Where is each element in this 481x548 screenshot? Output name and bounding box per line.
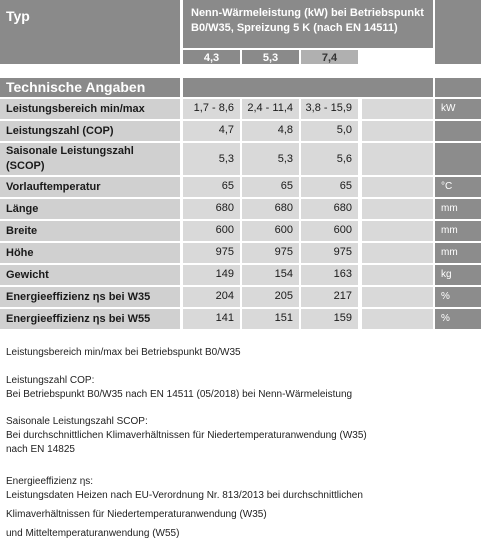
value-text: 163 [333,268,352,280]
row-label-cell [0,143,180,175]
value-cell [242,199,299,219]
value-cell [242,221,299,241]
value-cell [242,121,299,141]
unit-cell [435,287,481,307]
value-cell [183,309,240,329]
unit-cell [435,199,481,219]
model-header-2: 5,3 [242,50,299,64]
unit-cell [435,309,481,329]
unit-cell [435,143,481,175]
capacity-description: Nenn-Wärmeleistung (kW) bei Betriebspunkt B0/W35, Spreizung 5 K (nach EN 14511) [191,7,424,34]
value-cell [242,177,299,197]
value-text: 600 [274,224,293,236]
row-label-cell [0,199,180,219]
table-row [0,199,481,219]
row-label-cell [0,121,180,141]
row-label: Gewicht [6,269,49,281]
row-label-cell [0,243,180,263]
value-text: 680 [274,202,293,214]
value-text: 1,7 - 8,6 [193,102,234,114]
model-header-1: 4,3 [183,50,240,64]
row-label: Saisonale Leistungszahl (SCOP) [6,145,134,172]
empty-cell [362,177,433,197]
value-text: 3,8 - 15,9 [305,102,352,114]
row-label-cell [0,309,180,329]
note-cop-title: Leistungszahl COP: [6,375,95,386]
value-cell [301,243,358,263]
section-header-unit-fill [435,78,481,97]
value-text: 149 [215,268,234,280]
header-filler [435,0,481,64]
value-cell [242,309,299,329]
note-scop-standard: nach EN 14825 [6,444,75,455]
row-label-cell [0,287,180,307]
value-text: 4,7 [218,124,234,136]
empty-cell [362,287,433,307]
value-cell [301,121,358,141]
model-header-3: 7,4 [301,50,358,64]
table-row [0,99,481,119]
unit-text: % [441,313,450,324]
empty-cell [362,221,433,241]
table-row [0,121,481,141]
value-cell [183,143,240,175]
empty-cell [362,199,433,219]
note-efficiency-title: Energieeffizienz ηs: [6,476,94,487]
value-text: 975 [274,246,293,258]
table-row [0,143,481,175]
table-row [0,309,481,329]
unit-text: °C [441,181,453,192]
type-header [0,0,180,64]
value-text: 65 [339,180,352,192]
value-text: 5,3 [277,153,293,165]
unit-text: % [441,291,450,302]
value-cell [301,265,358,285]
value-text: 975 [215,246,234,258]
value-cell [242,265,299,285]
note-power-range: Leistungsbereich min/max bei Betriebspunkt B0/W35 [6,347,241,358]
value-text: 5,3 [218,153,234,165]
row-label: Energieeffizienz ηs bei W35 [6,291,151,303]
value-text: 5,6 [336,153,352,165]
unit-cell [435,99,481,119]
unit-cell [435,121,481,141]
value-cell [242,143,299,175]
unit-text: kg [441,269,452,280]
type-label: Typ [6,8,30,24]
table-row [0,265,481,285]
value-cell [242,99,299,119]
row-label: Höhe [6,247,34,259]
note-efficiency-text: Leistungsdaten Heizen nach EU-Verordnung Nr. 813/2013 bei durchschnittlichen [6,490,363,501]
section-title: Technische Angaben [6,79,146,95]
section-header-fill [183,78,433,97]
value-text: 2,4 - 11,4 [247,102,293,114]
row-label: Energieeffizienz ηs bei W55 [6,313,151,325]
value-text: 4,8 [277,124,293,136]
value-text: 65 [221,180,234,192]
row-label-cell [0,265,180,285]
note-scop-title: Saisonale Leistungszahl SCOP: [6,416,148,427]
row-label: Vorlauftemperatur [6,181,101,193]
value-cell [301,99,358,119]
value-cell [183,177,240,197]
value-text: 600 [215,224,234,236]
value-cell [301,309,358,329]
value-cell [183,287,240,307]
value-cell [301,177,358,197]
value-cell [242,287,299,307]
value-cell [301,287,358,307]
value-cell [183,199,240,219]
row-label: Leistungsbereich min/max [6,103,145,115]
empty-cell [362,143,433,175]
value-cell [301,221,358,241]
row-label-cell [0,221,180,241]
note-efficiency-w35: Klimaverhältnissen für Niedertemperaturanwendung (W35) [6,509,267,520]
unit-text: mm [441,247,458,258]
row-label-cell [0,99,180,119]
value-text: 680 [333,202,352,214]
value-cell [183,121,240,141]
empty-cell [362,309,433,329]
value-cell [301,143,358,175]
value-cell [183,99,240,119]
unit-cell [435,243,481,263]
value-text: 151 [274,312,293,324]
row-label: Breite [6,225,38,237]
unit-text: kW [441,103,456,114]
row-label: Leistungszahl (COP) [6,125,114,137]
value-text: 975 [333,246,352,258]
empty-cell [362,121,433,141]
empty-cell [362,99,433,119]
value-text: 205 [274,290,293,302]
value-text: 600 [333,224,352,236]
value-text: 141 [215,312,234,324]
empty-cell [362,265,433,285]
value-cell [183,265,240,285]
empty-cell [362,243,433,263]
note-efficiency-w55: und Mitteltemperaturanwendung (W55) [6,528,180,539]
value-cell [242,243,299,263]
row-label: Länge [6,203,39,215]
unit-cell [435,177,481,197]
value-text: 65 [280,180,293,192]
note-scop-text: Bei durchschnittlichen Klimaverhältnissen für Niedertemperaturanwendung (W35) [6,430,367,441]
value-text: 154 [274,268,293,280]
value-text: 217 [333,290,352,302]
value-cell [301,199,358,219]
unit-text: mm [441,203,458,214]
section-header [0,78,180,97]
unit-text: mm [441,225,458,236]
table-row [0,221,481,241]
table-row [0,243,481,263]
note-cop-text: Bei Betriebspunkt B0/W35 nach EN 14511 (05/2018) bei Nenn-Wärmeleistung [6,389,353,400]
value-text: 5,0 [336,124,352,136]
row-label-cell [0,177,180,197]
value-text: 159 [333,312,352,324]
value-text: 204 [215,290,234,302]
capacity-description-header [183,0,433,48]
value-cell [183,221,240,241]
value-text: 680 [215,202,234,214]
unit-cell [435,221,481,241]
value-cell [183,243,240,263]
table-row [0,287,481,307]
table-row [0,177,481,197]
unit-cell [435,265,481,285]
